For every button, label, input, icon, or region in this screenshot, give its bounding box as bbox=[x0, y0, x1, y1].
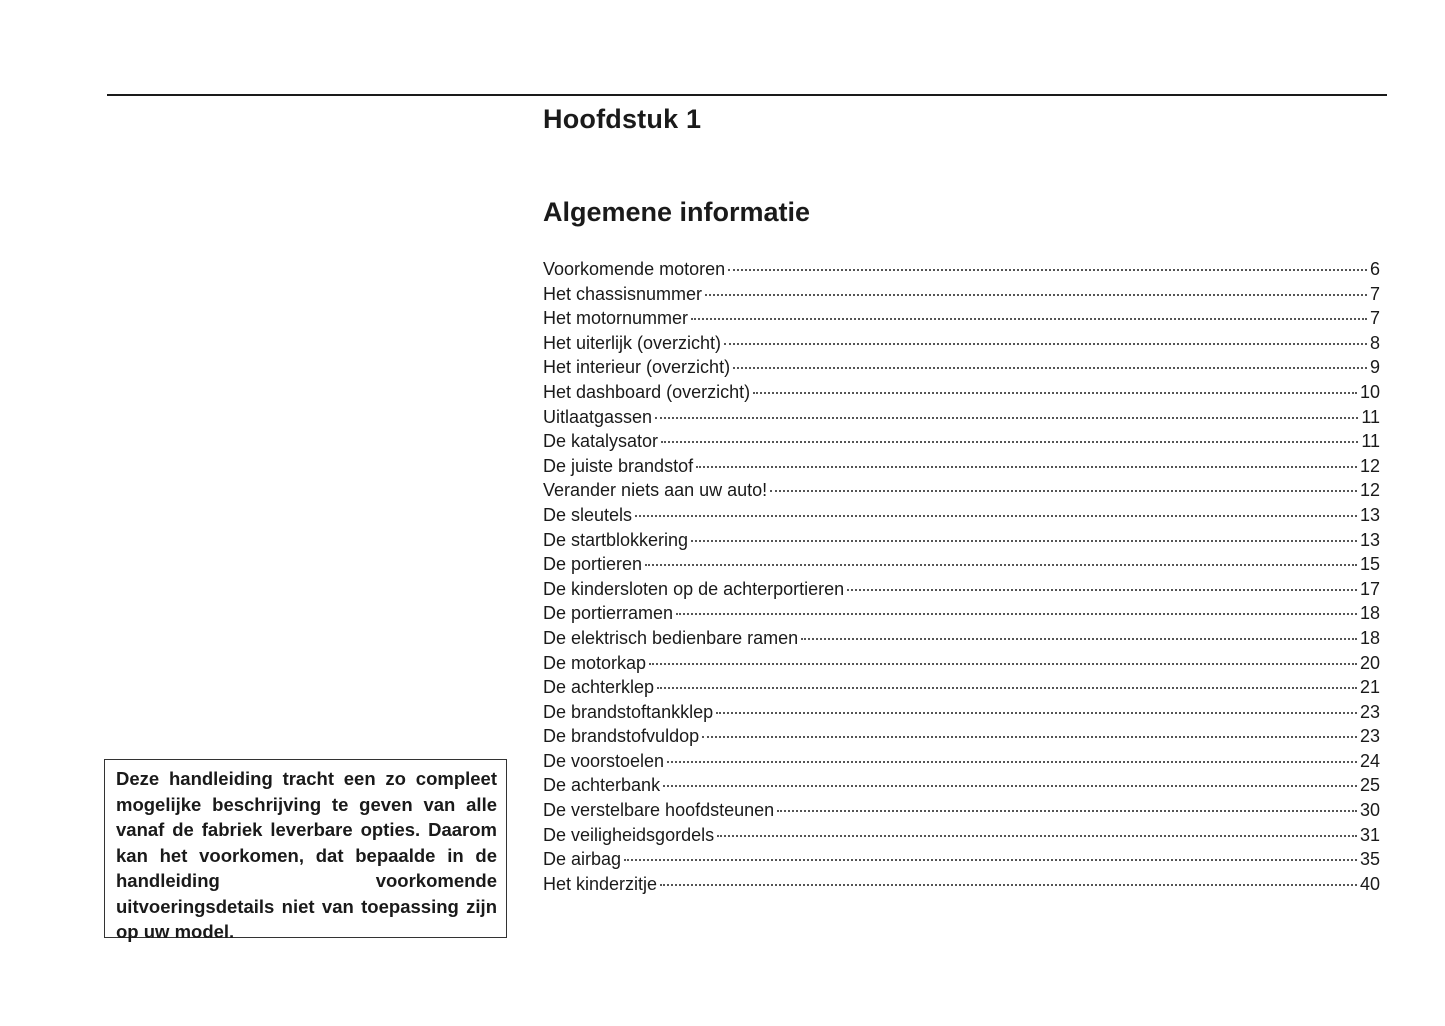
toc-entry-title: De achterbank bbox=[543, 775, 661, 796]
toc-entry-title: De motorkap bbox=[543, 652, 647, 673]
toc-entry-title: De voorstoelen bbox=[543, 750, 665, 771]
toc-entry-page: 15 bbox=[1359, 554, 1380, 575]
toc-entry-page: 30 bbox=[1359, 800, 1380, 821]
toc-entry-title: Het interieur (overzicht) bbox=[543, 357, 731, 378]
toc-dot-leader bbox=[649, 663, 1357, 665]
toc-entry-title: De brandstofvuldop bbox=[543, 726, 700, 747]
toc-entry-page: 25 bbox=[1359, 775, 1380, 796]
toc-entry[interactable] bbox=[543, 749, 1380, 774]
toc-entry-title: Uitlaatgassen bbox=[543, 406, 653, 427]
toc-entry[interactable] bbox=[543, 773, 1380, 798]
toc-entry-page: 12 bbox=[1359, 480, 1380, 501]
toc-entry[interactable] bbox=[543, 257, 1380, 282]
toc-dot-leader bbox=[655, 417, 1358, 419]
toc-entry-page: 11 bbox=[1361, 431, 1380, 452]
toc-entry-page: 12 bbox=[1359, 455, 1380, 476]
toc-entry[interactable] bbox=[543, 306, 1380, 331]
toc-dot-leader bbox=[691, 318, 1367, 320]
toc-entry-page: 21 bbox=[1359, 677, 1380, 698]
toc-entry[interactable] bbox=[543, 454, 1380, 479]
toc-entry-page: 24 bbox=[1359, 750, 1380, 771]
toc-entry-title: Voorkomende motoren bbox=[543, 259, 726, 279]
toc-entry-page: 11 bbox=[1361, 406, 1380, 427]
toc-entry[interactable] bbox=[543, 577, 1380, 602]
section-title: Algemene informatie bbox=[543, 197, 811, 227]
toc-entry-page: 18 bbox=[1359, 627, 1380, 648]
toc-dot-leader bbox=[753, 392, 1357, 394]
toc-entry[interactable] bbox=[543, 724, 1380, 749]
toc-entry-title: De juiste brandstof bbox=[543, 455, 694, 476]
toc-entry-title: De portierramen bbox=[543, 603, 674, 624]
toc-dot-leader bbox=[696, 466, 1357, 468]
toc-dot-leader bbox=[663, 785, 1357, 787]
toc-entry-title: De airbag bbox=[543, 849, 622, 870]
toc-entry[interactable] bbox=[543, 601, 1380, 626]
toc-entry-title: De katalysator bbox=[543, 431, 659, 452]
toc-entry[interactable] bbox=[543, 528, 1380, 553]
toc-entry[interactable] bbox=[543, 503, 1380, 528]
toc-dot-leader bbox=[733, 367, 1367, 369]
toc-entry[interactable] bbox=[543, 798, 1380, 823]
toc-entry[interactable] bbox=[543, 331, 1380, 356]
toc-dot-leader bbox=[717, 835, 1357, 837]
toc-entry-title: De startblokkering bbox=[543, 529, 689, 550]
toc-entry-title: De kindersloten op de achterportieren bbox=[543, 578, 845, 599]
toc-dot-leader bbox=[728, 269, 1367, 271]
toc-entry-page: 13 bbox=[1359, 529, 1380, 550]
toc-entry[interactable] bbox=[543, 355, 1380, 380]
toc-entry-page: 13 bbox=[1359, 504, 1380, 525]
toc-entry-title: De veiligheidsgordels bbox=[543, 824, 715, 845]
toc-dot-leader bbox=[777, 810, 1357, 812]
toc-entry-title: De brandstoftankklep bbox=[543, 701, 714, 722]
toc-entry-title: Verander niets aan uw auto! bbox=[543, 480, 768, 501]
toc-entry-page: 18 bbox=[1359, 603, 1380, 624]
toc-dot-leader bbox=[716, 712, 1357, 714]
toc-dot-leader bbox=[660, 884, 1357, 886]
toc-entry-page: 40 bbox=[1359, 873, 1380, 894]
toc-entry-page: 7 bbox=[1369, 283, 1380, 304]
toc-entry-title: Het chassisnummer bbox=[543, 283, 703, 304]
toc-dot-leader bbox=[645, 564, 1357, 566]
toc-dot-leader bbox=[691, 540, 1357, 542]
toc-entry-title: De achterklep bbox=[543, 677, 655, 698]
toc-entry-page: 10 bbox=[1359, 381, 1380, 402]
toc-entry-page: 17 bbox=[1359, 578, 1380, 599]
toc-entry-page: 6 bbox=[1369, 259, 1380, 279]
toc-entry-page: 20 bbox=[1359, 652, 1380, 673]
toc-entry[interactable] bbox=[543, 651, 1380, 676]
toc-entry-title: Het kinderzitje bbox=[543, 873, 658, 894]
toc-dot-leader bbox=[770, 490, 1357, 492]
toc-entry-title: Het dashboard (overzicht) bbox=[543, 381, 751, 402]
toc-entry[interactable] bbox=[543, 380, 1380, 405]
toc-entry-page: 23 bbox=[1359, 726, 1380, 747]
table-of-contents bbox=[543, 257, 1380, 896]
toc-entry[interactable] bbox=[543, 478, 1380, 503]
toc-entry[interactable] bbox=[543, 700, 1380, 725]
toc-dot-leader bbox=[705, 294, 1367, 296]
toc-dot-leader bbox=[847, 589, 1357, 591]
toc-entry-title: De elektrisch bedienbare ramen bbox=[543, 627, 799, 648]
toc-entry-title: De portieren bbox=[543, 554, 643, 575]
toc-dot-leader bbox=[624, 859, 1357, 861]
toc-entry[interactable] bbox=[543, 675, 1380, 700]
toc-entry-title: Het motornummer bbox=[543, 308, 689, 329]
toc-entry-page: 9 bbox=[1369, 357, 1380, 378]
toc-entry-title: De sleutels bbox=[543, 504, 633, 525]
toc-entry-page: 7 bbox=[1369, 308, 1380, 329]
toc-dot-leader bbox=[702, 736, 1357, 738]
toc-entry[interactable] bbox=[543, 823, 1380, 848]
toc-entry-page: 23 bbox=[1359, 701, 1380, 722]
disclaimer-note: Deze handleiding tracht een zo compleet mogelijke beschrijving te geven van alle vanaf de fabriek leverbare opties. Daarom kan het voorkomen, dat bepaalde in de handleiding voorkomende uitvoeringsdetails niet van toepassing zijn op uw model. bbox=[104, 759, 507, 938]
toc-entry-title: Het uiterlijk (overzicht) bbox=[543, 332, 722, 353]
toc-entry-page: 35 bbox=[1359, 849, 1380, 870]
toc-dot-leader bbox=[657, 687, 1357, 689]
toc-entry[interactable] bbox=[543, 872, 1380, 897]
toc-dot-leader bbox=[661, 441, 1358, 443]
toc-dot-leader bbox=[667, 761, 1357, 763]
toc-dot-leader bbox=[635, 515, 1357, 517]
toc-dot-leader bbox=[801, 638, 1357, 640]
toc-entry-page: 31 bbox=[1359, 824, 1380, 845]
toc-dot-leader bbox=[724, 343, 1367, 345]
toc-entry-page: 8 bbox=[1369, 332, 1380, 353]
toc-entry[interactable] bbox=[543, 626, 1380, 651]
chapter-heading: Hoofdstuk 1 bbox=[543, 104, 702, 134]
toc-entry[interactable] bbox=[543, 282, 1380, 307]
toc-entry-title: De verstelbare hoofdsteunen bbox=[543, 800, 775, 821]
toc-entry[interactable] bbox=[543, 429, 1380, 454]
toc-entry[interactable] bbox=[543, 552, 1380, 577]
toc-entry[interactable] bbox=[543, 847, 1380, 872]
top-rule bbox=[107, 94, 1387, 96]
toc-dot-leader bbox=[676, 613, 1357, 615]
toc-entry[interactable] bbox=[543, 405, 1380, 430]
